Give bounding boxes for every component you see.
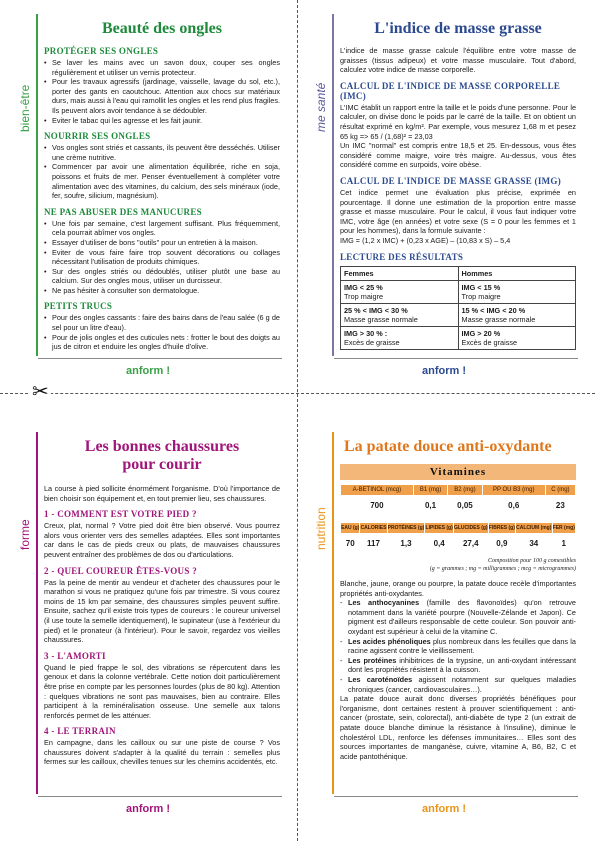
column-header: LIPIDES (g) <box>425 523 453 534</box>
properties-list <box>340 598 576 694</box>
section-heading: 1 - COMMENT EST VOTRE PIED ? <box>44 509 197 520</box>
column-header: B1 (mg) <box>413 485 447 496</box>
card-title: Les bonnes chaussures pour courir <box>84 438 240 473</box>
side-bar <box>310 14 334 356</box>
section-heading: PROTÉGER SES ONGLES <box>44 46 159 56</box>
table-cell <box>341 303 459 326</box>
section-heading: NOURRIR SES ONGLES <box>44 131 151 142</box>
table-cell: 34 <box>516 534 553 554</box>
scissors-icon: ✂ <box>32 381 49 403</box>
list-item: • Pour de jolis ongles et des cuticules nets : frotter le bout des doigts au jus de citron et enduire les ongles d'huile d'olive. <box>44 333 280 352</box>
section-heading: CALCUL DE L'INDICE DE MASSE CORPORELLE (IMC) <box>340 80 561 101</box>
intro-text: La course à pied sollicite énormément l'organisme. D'où l'importance de bien choisir son équipement et, en tout premier lieu, ses chaussures. <box>44 484 280 503</box>
table-cell <box>458 303 576 326</box>
bullet-list <box>44 313 280 351</box>
side-bar <box>14 432 38 794</box>
cell-text: Trop maigre <box>461 291 501 301</box>
cell-value: 15 % < IMG < 20 % <box>461 305 526 315</box>
column-header: A-BETINOL (mcg) <box>341 485 414 496</box>
section-heading: 2 - QUEL COUREUR ÊTES-VOUS ? <box>44 565 197 576</box>
item-text: (famille des flavonoïdes) qu'on retrouve notamment dans la variété pourpre (Nouvelle-Zélande et Japon). Ce pigment est d'ailleurs responsable de cette couleur. Son pouvoir anti-oxydant est supérieur à celui de la vitamine C. <box>348 598 576 636</box>
brand-logo: anform ! <box>126 365 170 377</box>
table-cell: 27,4 <box>453 534 488 554</box>
paragraph: En campagne, dans les cailloux ou sur une piste de course ? Vos chaussures doivent s'adapter à la qualité du terrain : semelles plus fermes sur les cailloux, chevilles tenues sur les chemins accidentés, etc. <box>44 738 280 767</box>
list-item: • Sur des ongles striés ou dédoublés, utiliser plutôt une base au calcium. Sur des ongles mous, utiliser un durcisseur. <box>44 267 280 286</box>
card-nails <box>14 14 282 384</box>
paragraph: La patate douce aurait donc diverses propriétés bénéfiques pour l'organisme, dont certaines restent à prouver scientifiquement : anti-cancer (prostate, sein, colorectal), anti-diabète de type 2 (un extrait de patate douce blanche diminue la résistance à l'insuline), diminue le cholestérol LDL, renforce les défenses immunitaires… Elles sont des sources importantes de manganèse, cuivre, vitamine A, B6, B2, C et acide pantothénique. <box>340 694 576 761</box>
table-row <box>341 303 576 326</box>
list-item <box>340 675 576 694</box>
list-item: • Pour des ongles cassants : faire des bains dans de l'eau salée (6 g de sel pour un litre d'eau). <box>44 313 280 332</box>
table-cell: 70 <box>341 534 360 554</box>
list-item: • Vos ongles sont striés et cassants, ils peuvent être desséchés. Utiliser une crème nutritive. <box>44 143 280 162</box>
table-cell: 700 <box>341 496 414 516</box>
cell-text: Excès de graisse <box>461 337 518 347</box>
list-item: • Ne pas hésiter à consulter son dermatologue. <box>44 286 280 296</box>
cell-value: IMG > 20 % <box>461 328 501 338</box>
cell-text: Excès de graisse <box>344 337 400 347</box>
table-cell: 0,9 <box>488 534 515 554</box>
cell-value: IMG < 25 % <box>344 282 383 292</box>
brand-logo: anform ! <box>126 803 170 815</box>
side-bar <box>310 432 334 794</box>
paragraph: Quand le pied frappe le sol, des vibrations se répercutent dans les genoux et dans la colonne vertébrale. Cette notion doit particulièrement être prise en compte par les personnes lourdes (plus de 80 kg). Attention : quelques vibrations ne sont pas mauvaises, bien au contraire. Elles participent à la reminéralisation osseuse. Une semelle aux talons renforcés permet de les atténuer. <box>44 662 280 720</box>
column-header: B2 (mg) <box>448 485 482 496</box>
table-cell <box>458 326 576 349</box>
table-cell: 23 <box>545 496 575 516</box>
section-heading: LECTURE DES RÉSULTATS <box>340 251 464 262</box>
category-label: nutrition <box>314 507 328 550</box>
section-heading: PETITS TRUCS <box>44 301 113 312</box>
item-text: inhibitrices de la trypsine, un anti-oxydant intéressant dont les propriétés résistent à la cuisson. <box>348 655 576 675</box>
paragraph: Cet indice permet une évaluation plus précise, exprimée en pourcentage. Il donne une estimation de la proportion entre masse grasse et masse musculaire. Pour le calcul, il vous faut indiquer votre IMC, votre âge (en années) et votre sexe (S = 0 pour les femmes et 1 pour les hommes), dans la formule suivante : <box>340 187 576 236</box>
column-header: Hommes <box>458 266 576 280</box>
list-item: • Essayer d'utiliser de bons "outils" pour un entretien à la maison. <box>44 238 280 248</box>
category-label: bien-être <box>18 84 32 132</box>
column-header: GLUCIDES (g) <box>453 523 488 534</box>
paragraph: Pas la peine de mentir au vendeur et d'acheter des chaussures pour le marathon si vous ne pratiquez qu'une fois par trimestre. Si vous courez moins de 15 km par semaine, des chaussures simples peuvent suffire. Ensuite, sachez qu'il existe trois types de coureurs : le coureur universel (il use toute la semelle identiquement), le supinateur (use à l'extérieur du pied) et le pronateur (à l'intérieur). Pour le savoir, regardez vos vieilles chaussures. <box>44 577 280 645</box>
list-item: • Pour les travaux agressifs (jardinage, vaisselle, lavage du sol, etc.), porter des gants en caoutchouc. Attention aux chocs sur matériaux durs, mais aussi à l'eau qui ramollit les ongles et les rend plus fragiles. Ils peuvent alors avoir tendance à se dédoubler. <box>44 77 280 115</box>
card-title: Beauté des ongles <box>102 20 222 37</box>
card-sweet-potato <box>310 432 578 822</box>
section-heading: NE PAS ABUSER DES MANUCURES <box>44 206 202 217</box>
paragraph: Creux, plat, normal ? Votre pied doit être bien observé. Vous pourrez alors vous orienter vers des semelles adaptées. Elles sont importantes car dans le cas de pieds creux ou plats, de mauvaises chaussures peuvent entraîner des problèmes de dos ou d'articulations. <box>44 521 280 559</box>
results-table <box>340 266 576 350</box>
card-running-shoes <box>14 432 282 822</box>
column-header: Femmes <box>341 266 459 280</box>
cell-value: 25 % < IMG < 30 % <box>344 305 408 315</box>
composition-note: Composition pour 100 g comestibles (g = grammes ; mg = milligrammes ; mcg = microgrammes) <box>429 558 576 572</box>
table-cell: 0,1 <box>413 496 447 516</box>
table-cell <box>341 280 459 303</box>
vitamins-table <box>340 484 576 516</box>
item-text: agissent notamment sur quelques maladies chroniques (cancer, cardiovasculaires…). <box>348 674 576 694</box>
vitamins-heading: Vitamines <box>340 464 576 480</box>
item-term: Les acides phénoliques <box>348 636 431 646</box>
list-item: • Se laver les mains avec un savon doux, couper ses ongles régulièrement et utiliser un vernis protecteur. <box>44 58 280 77</box>
cell-text: Masse grasse normale <box>461 314 536 324</box>
nutrients-table <box>340 522 576 554</box>
column-header: C (mg) <box>545 485 575 496</box>
column-header: PP OU B3 (mg) <box>482 485 545 496</box>
table-cell: 1,3 <box>387 534 425 554</box>
bullet-list <box>44 143 280 201</box>
intro-text: Blanche, jaune, orange ou pourpre, la patate douce recèle d'importantes propriétés anti-oxydantes. <box>340 579 576 598</box>
cell-text: Trop maigre <box>344 291 384 301</box>
intro-text: L'indice de masse grasse calcule l'équilibre entre votre masse de graisses (tissus adipeux) et votre masse musculaire. Tout d'abord, calculez votre indice de masse corporelle. <box>340 46 576 75</box>
paragraph: L'IMC établit un rapport entre la taille et le poids d'une personne. Pour le calculer, on divise donc le poids par le carré de la taille. Et on obtient un résultat exprimé en kg/m². Par exemple, vous mesurez 1,68 m et pesez 65 kg => 65 / (1,68)² = 23,03 <box>340 102 576 141</box>
section-heading: CALCUL DE L'INDICE DE MASSE GRASSE (IMG) <box>340 175 562 186</box>
section-heading: 3 - L'AMORTI <box>44 650 106 661</box>
list-item: • Eviter de vous faire faire trop souvent décorations ou collages nécessitant l'utilisation de produits chimiques. <box>44 248 280 267</box>
column-header: CALORIES <box>360 523 387 534</box>
table-cell <box>341 326 459 349</box>
category-label: me santé <box>314 82 328 132</box>
column-header: FIBRES (g) <box>488 523 515 534</box>
cell-value: IMG > 30 % : <box>344 328 388 338</box>
bullet-list <box>44 58 280 125</box>
list-item: • Eviter le tabac qui les agresse et les fait jaunir. <box>44 116 280 126</box>
table-row <box>341 326 576 349</box>
card-title: La patate douce anti-oxydante <box>344 438 552 455</box>
table-cell <box>458 280 576 303</box>
list-item <box>340 598 576 636</box>
table-cell: 0,05 <box>448 496 482 516</box>
column-header: CALCIUM (mg) <box>516 523 553 534</box>
list-item <box>340 656 576 675</box>
category-label: forme <box>18 519 32 550</box>
item-text: plus nombreux dans les feuilles que dans la racine agissent contre le vieillissement. <box>348 636 576 656</box>
brand-logo: anform ! <box>422 803 466 815</box>
cell-text: Masse grasse normale <box>344 314 418 324</box>
item-term: Les protéines <box>348 655 397 665</box>
item-term: Les anthocyanines <box>348 598 420 608</box>
horizontal-cut-line <box>0 393 595 394</box>
table-cell: 1 <box>552 534 575 554</box>
column-header: EAU (g) <box>341 523 360 534</box>
bullet-list <box>44 219 280 296</box>
list-item: • Commencer par avoir une alimentation équilibrée, riche en soja, poissons et fruits de mer. Penser éventuellement à compléter votre alimentation avec des vitamines, du calcium, des sels minéraux (iode, fer, soufre, silicium, magnésium). <box>44 162 280 200</box>
brand-logo: anform ! <box>422 365 466 377</box>
table-row <box>341 280 576 303</box>
paragraph: Un IMC "normal" est compris entre 18,5 et 25. En-dessous, vous êtes considéré comme maigre, voire très maigre. Au-dessus, vous êtes considéré comme en surpoids, voire obèse. <box>340 141 576 170</box>
table-cell: 0,6 <box>482 496 545 516</box>
vertical-cut-line <box>297 0 298 841</box>
cell-value: IMG < 15 % <box>461 282 501 292</box>
table-cell: 0,4 <box>425 534 453 554</box>
column-header: FER (mg) <box>552 523 575 534</box>
list-item <box>340 637 576 656</box>
list-item: • Une fois par semaine, c'est largement suffisant. Plus fréquemment, cela pourrait abîmer vos ongles. <box>44 219 280 238</box>
table-cell: 117 <box>360 534 387 554</box>
column-header: PROTÉINES (g) <box>387 523 425 534</box>
card-body-fat-index <box>310 14 578 384</box>
side-bar <box>14 14 38 356</box>
section-heading: 4 - LE TERRAIN <box>44 726 116 737</box>
card-title: L'indice de masse grasse <box>374 20 542 37</box>
formula: IMG = (1,2 x IMC) + (0,23 x AGE) – (10,83 x S) – 5,4 <box>340 235 511 245</box>
item-term: Les caroténoïdes <box>348 674 413 684</box>
